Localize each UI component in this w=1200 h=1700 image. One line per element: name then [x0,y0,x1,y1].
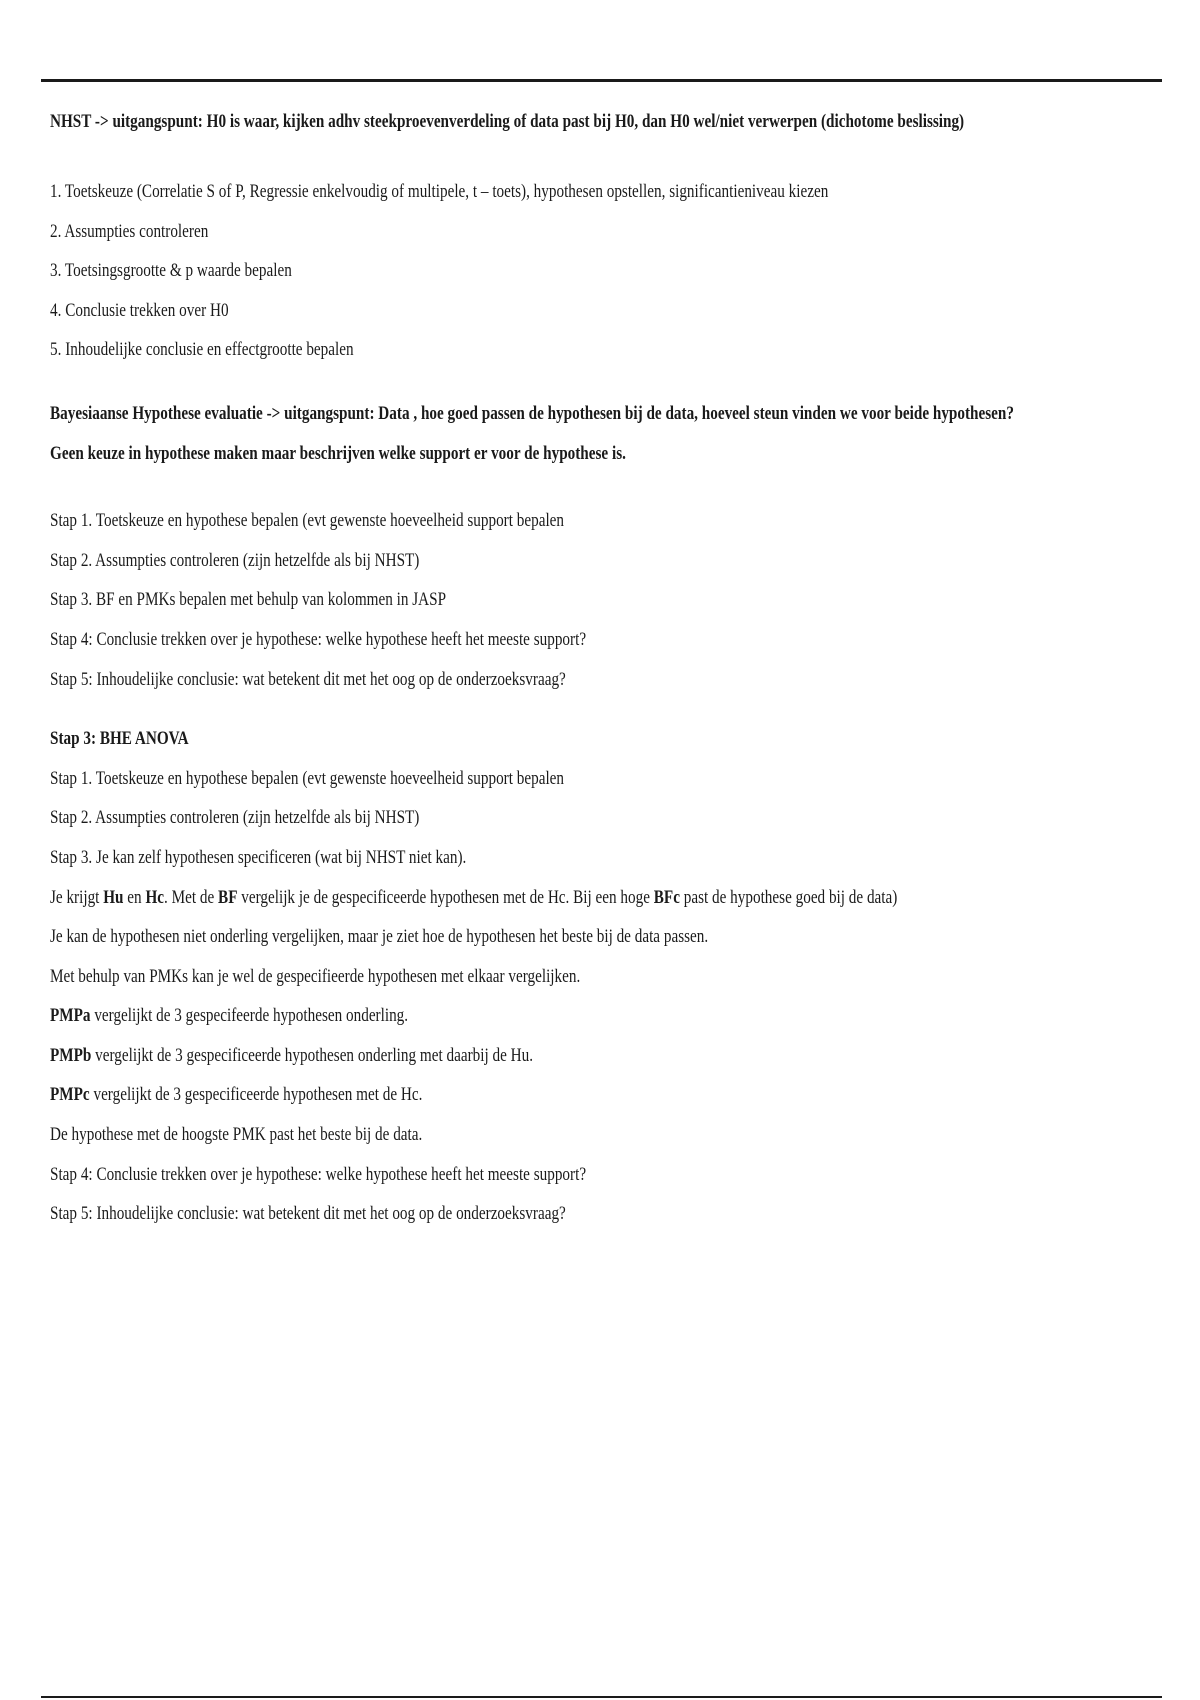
pmpa-term: PMPa [50,1005,91,1027]
bayes-heading-line-2: Geen keuze in hypothese maken maar beschrijven welke support er voor de hypothese is. [50,442,626,464]
hu-hc-text-5: past de hypothese goed bij de data) [679,886,898,908]
bhe-anova-section [50,719,1165,1234]
bayes-heading [50,394,1165,473]
bayes-heading-line-1: Bayesiaanse Hypothese evaluatie -> uitgangspunt: Data , hoe goed passen de hypothesen bij de data, hoeveel steun vinden we voor beide hypothesen? [50,402,1014,424]
pmpc-text: vergelijkt de 3 gespecificeerde hypothesen met de Hc. [89,1084,423,1106]
pmpa-text: vergelijkt de 3 gespecifeerde hypothesen onderling. [90,1005,409,1027]
pmpb-term: PMPb [50,1044,92,1066]
bhe-best-line: De hypothese met de hoogste PMK past het beste bij de data. [50,1124,423,1146]
bayes-step-5: Stap 5: Inhoudelijke conclusie: wat betekent dit met het oog op de onderzoeksvraag? [50,668,566,690]
nhst-step-3: 3. Toetsingsgrootte & p waarde bepalen [50,260,292,282]
hu-hc-text-4: vergelijk je de gespecificeerde hypothesen met de Hc. Bij een hoge [237,886,654,908]
bottom-divider [41,1696,1162,1698]
pmpa-line [50,996,1162,1036]
pmpc-term: PMPc [50,1084,90,1106]
nhst-step-2: 2. Assumpties controleren [50,220,209,242]
bhe-compare-line: Je kan de hypothesen niet onderling vergelijken, maar je ziet hoe de hypothesen het beste bij de data passen. [50,926,709,948]
nhst-step-1: 1. Toetskeuze (Correlatie S of P, Regressie enkelvoudig of multipele, t – toets), hypothesen opstellen, significantieniveau kiezen [50,181,829,202]
bayes-step-1: Stap 1. Toetskeuze en hypothese bepalen (evt gewenste hoeveelheid support bepalen [50,510,565,532]
hu-hc-text-1: Je krijgt [50,886,104,908]
bayes-steps-list [50,501,1165,699]
document-body [50,102,1165,1234]
bayes-step-3: Stap 3. BF en PMKs bepalen met behulp van kolommen in JASP [50,589,447,611]
hu-hc-text-2: en [123,886,146,908]
top-divider [41,79,1162,82]
bhe-hu-hc-line [50,878,1162,918]
nhst-steps-list [50,172,1165,370]
pmpb-text: vergelijkt de 3 gespecificeerde hypothesen onderling met daarbij de Hu. [91,1044,534,1066]
hc-term: Hc [145,886,165,908]
bhe-pmk-line: Met behulp van PMKs kan je wel de gespecifieerde hypothesen met elkaar vergelijken. [50,965,581,987]
hu-term: Hu [103,886,124,908]
bfc-term: BFc [653,886,680,908]
nhst-step-5: 5. Inhoudelijke conclusie en effectgrootte bepalen [50,339,354,361]
nhst-step-4: 4. Conclusie trekken over H0 [50,299,229,321]
bhe-anova-heading: Stap 3: BHE ANOVA [50,728,189,750]
bhe-step-3: Stap 3. Je kan zelf hypothesen specificeren (wat bij NHST niet kan). [50,846,467,868]
bhe-step-2: Stap 2. Assumpties controleren (zijn hetzelfde als bij NHST) [50,807,420,829]
hu-hc-text-3: . Met de [164,886,219,908]
bayes-step-4: Stap 4: Conclusie trekken over je hypothese: welke hypothese heeft het meeste support? [50,628,587,650]
bf-term: BF [218,886,238,908]
bhe-step-4: Stap 4: Conclusie trekken over je hypothese: welke hypothese heeft het meeste support? [50,1163,587,1185]
bhe-step-5: Stap 5: Inhoudelijke conclusie: wat betekent dit met het oog op de onderzoeksvraag? [50,1203,566,1225]
pmpb-line [50,1036,1162,1076]
nhst-heading: NHST -> uitgangspunt: H0 is waar, kijken adhv steekproevenverdeling of data past bij H0, dan H0 wel/niet verwerpen (dichotome beslissing) [50,111,965,132]
pmpc-line [50,1075,1162,1115]
bhe-step-1: Stap 1. Toetskeuze en hypothese bepalen (evt gewenste hoeveelheid support bepalen [50,767,565,789]
bayes-step-2: Stap 2. Assumpties controleren (zijn hetzelfde als bij NHST) [50,549,420,571]
